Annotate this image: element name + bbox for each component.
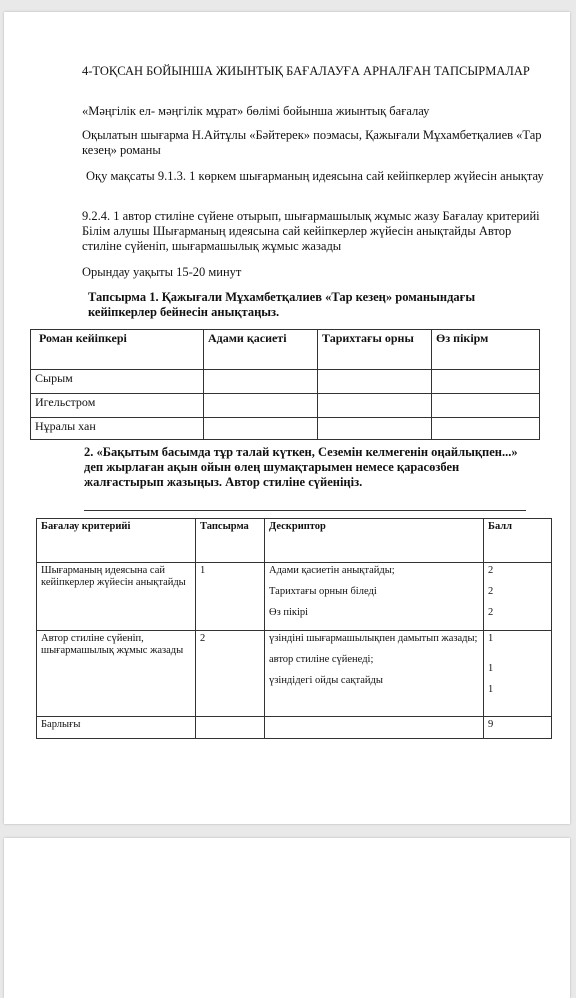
points: 2 xyxy=(488,565,494,576)
descriptor: Адами қасиетін анықтайды; xyxy=(269,565,395,576)
table-cell xyxy=(204,394,318,418)
col-header: Тапсырма xyxy=(196,519,265,563)
works-line: Оқылатын шығарма Н.Айтұлы «Бәйтерек» поэмасы, Қажығали Мұхамбетқалиев «Тар кезең» романы xyxy=(82,128,542,157)
table-cell xyxy=(432,370,540,394)
points: 2 xyxy=(488,586,494,597)
col-header: Роман кейіпкері xyxy=(31,330,204,370)
descriptor: Тарихтағы орнын біледі xyxy=(269,586,377,597)
rubric-table xyxy=(36,518,552,739)
points: 1 xyxy=(488,663,494,674)
learning-goal: Оқу мақсаты 9.1.3. 1 көркем шығарманың идеясына сай кейіпкерлер жүйесін анықтау xyxy=(86,169,544,183)
col-header: Тарихтағы орны xyxy=(318,330,432,370)
descriptor: автор стиліне сүйенеді; xyxy=(269,654,374,665)
table-cell: Игельстром xyxy=(31,394,204,418)
task2-title: 2. «Бақытым басымда тұр талай күткен, Сеземін келмегенін оңайлықпен...» деп жырлаған ақын ойын өлең шумақтарымен немесе қарасөзбен жалғастырып жазыңыз. Автор стиліне сүйеніңіз. xyxy=(84,445,518,489)
points-cell xyxy=(484,563,552,631)
descriptor-cell xyxy=(265,563,484,631)
table-cell xyxy=(432,394,540,418)
table-cell xyxy=(204,370,318,394)
answer-line xyxy=(84,510,526,511)
table-cell xyxy=(318,370,432,394)
descriptor: үзіндідегі ойды сақтайды xyxy=(269,675,383,686)
descriptor-cell xyxy=(265,631,484,717)
col-header: Адами қасиеті xyxy=(204,330,318,370)
task-cell: 2 xyxy=(196,631,265,717)
table-cell: Сырым xyxy=(31,370,204,394)
table-cell: Нұралы хан xyxy=(31,418,204,440)
section-line: «Мәңгілік ел- мәңгілік мұрат» бөлімі бойынша жиынтық бағалау xyxy=(82,104,430,118)
task-cell: 1 xyxy=(196,563,265,631)
points-cell xyxy=(484,631,552,717)
table-cell xyxy=(196,717,265,739)
col-header: Дескриптор xyxy=(265,519,484,563)
descriptor: Өз пікірі xyxy=(269,607,309,618)
time-line: Орындау уақыты 15-20 минут xyxy=(82,265,242,279)
points: 1 xyxy=(488,633,494,644)
points: 1 xyxy=(488,684,494,695)
criterion-cell: Автор стиліне сүйеніп, шығармашылық жұмыс жазады xyxy=(37,631,196,717)
next-document-page xyxy=(4,838,570,998)
col-header: Бағалау критерийі xyxy=(37,519,196,563)
col-header: Балл xyxy=(484,519,552,563)
criterion-cell: Шығарманың идеясына сай кейіпкерлер жүйесін анықтайды xyxy=(37,563,196,631)
table-cell xyxy=(432,418,540,440)
task1-title: Тапсырма 1. Қажығали Мұхамбетқалиев «Тар кезең» романындағы кейіпкерлер бейнесін анықтаңыз. xyxy=(88,290,476,319)
task1-table xyxy=(30,329,540,440)
page-title: 4-ТОҚСАН БОЙЫНША ЖИЫНТЫҚ БАҒАЛАУҒА АРНАЛҒАН ТАПСЫРМАЛАР xyxy=(82,64,530,78)
total-label: Барлығы xyxy=(37,717,196,739)
descriptor: үзіндіні шығармашылықпен дамытып жазады; xyxy=(269,633,478,644)
table-cell xyxy=(204,418,318,440)
points: 2 xyxy=(488,607,494,618)
total-points: 9 xyxy=(484,717,552,739)
table-cell xyxy=(318,418,432,440)
table-cell xyxy=(318,394,432,418)
col-header: Өз пікірм xyxy=(432,330,540,370)
table-cell xyxy=(265,717,484,739)
learning-goal-2: 9.2.4. 1 автор стиліне сүйене отырып, шығармашылық жұмыс жазу Бағалау критерийі Білім алушы Шығарманың идеясына сай кейіпкерлер жүйесін анықтайды Автор стиліне сүйеніп, шығармашылық жұмыс жазады xyxy=(82,209,540,253)
